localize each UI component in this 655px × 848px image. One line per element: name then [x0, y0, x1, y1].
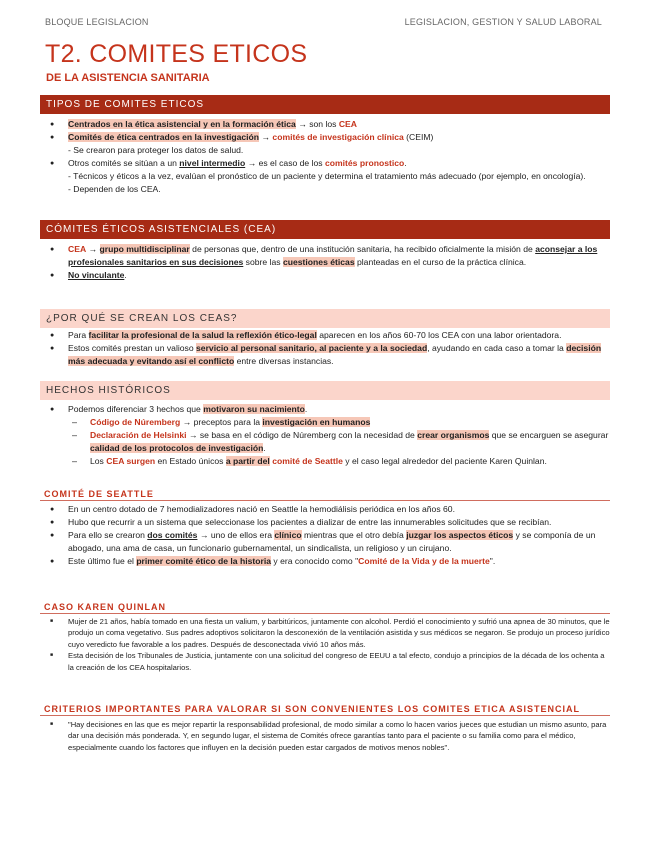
section-heading-hechos: HECHOS HISTÓRICOS: [40, 381, 610, 400]
text-span: a partir del: [225, 456, 270, 466]
text-span: en Estado únicos: [155, 456, 226, 466]
text-span: .: [263, 443, 266, 453]
text-span: aconsejar a los profesionales sanitarios en sus decisiones: [68, 244, 598, 267]
section-heading-cea: CÓMITES ÉTICOS ASISTENCIALES (CEA): [40, 220, 610, 239]
text-span: →: [86, 244, 100, 254]
list-item: [50, 503, 610, 516]
text-span: facilitar la profesional de la salud la reflexión ético-legal: [88, 330, 317, 340]
text-span: Estos comités prestan un valioso: [68, 343, 197, 353]
list-quinlan: [50, 616, 610, 673]
text-span: CEA surgen: [106, 456, 156, 466]
text-span: y el caso legal alrededor del paciente Karen Quinlan.: [342, 456, 547, 466]
text-span: Código de Núremberg: [90, 417, 181, 427]
list-tipos: [50, 118, 610, 196]
text-span: → son los: [295, 119, 339, 129]
text-span: decisión más adecuada y evitando así el conflicto: [68, 343, 602, 366]
text-span: motivaron su nacimiento: [203, 404, 305, 414]
section-heading-tipos: TIPOS DE COMITES ETICOS: [40, 95, 610, 114]
list-hechos: [50, 403, 610, 468]
text-span: Otros comités se sitúan a un: [68, 158, 180, 168]
text-span: entre diversas instancias.: [234, 356, 334, 366]
list-item: [50, 555, 610, 568]
text-span: , ayudando en cada caso a tomar la: [427, 343, 567, 353]
text-span: - Dependen de los CEA.: [68, 184, 161, 194]
text-span: - Se crearon para proteger los datos de salud.: [68, 145, 244, 155]
section-heading-criterios: CRITERIOS IMPORTANTES PARA VALORAR SI SON CONVENIENTES LOS COMITES ETICA ASISTENCIAL: [40, 702, 610, 716]
text-span: ".: [489, 556, 496, 566]
section-heading-quinlan: CASO KAREN QUINLAN: [40, 600, 610, 614]
text-span: crear organismos: [417, 430, 490, 440]
text-span: No vinculante: [68, 270, 125, 280]
text-span: - Técnicos y éticos a la vez, evalúan el pronóstico de un paciente y determina el tratamiento más adecuado (por ejemplo, en oncología).: [68, 171, 586, 181]
text-span: sobre las: [243, 257, 283, 267]
text-span: de personas que, dentro de una institución sanitaria, ha recibido oficialmente la misión de: [189, 244, 536, 254]
text-span: CEA: [338, 119, 357, 129]
text-span: Este último fue el: [68, 556, 137, 566]
text-span: comités pronostico: [324, 158, 405, 168]
list-item: [50, 719, 610, 753]
text-span: servicio al personal sanitario, al paciente y a la sociedad: [196, 343, 428, 353]
list-item: [50, 429, 610, 455]
text-span: → uno de ellos era: [197, 530, 275, 540]
list-item: [50, 416, 610, 429]
text-span: Esta decisión de los Tribunales de Justicia, juntamente con una solicitud del congreso de EEUU a tal efecto, condujo a principios de la década de los ochenta a la creación de los CEA hospitalarios.: [68, 651, 605, 672]
text-span: primer comité ético de la historia: [136, 556, 271, 566]
list-seattle: [50, 503, 610, 568]
text-span: juzgar los aspectos éticos: [406, 530, 514, 540]
text-span: CEA: [68, 244, 87, 254]
list-item: [50, 243, 610, 269]
list-item: [50, 650, 610, 673]
text-span: y se componía de un abogado, una ama de casa, un funcionario gubernamental, un sindicalista, un religioso y un cirujano.: [68, 530, 596, 553]
text-span: "Hay decisiones en las que es mejor repartir la responsabilidad profesional, de modo similar a como lo hacen varios jueces que estudian un mismo asunto, para dar una decisión más ponderada. Y, en segundo lugar, el sistema de Comités ofrece garantías tanto para el paciente o su familia como para el médico, especialmente cuando los factores que influyen en la decisión pueden estar cargados de motivos menos nobles".: [68, 720, 607, 752]
text-span: mientras que el otro debía: [301, 530, 407, 540]
text-span: (CEIM): [403, 132, 434, 142]
text-span: Los: [90, 456, 107, 466]
text-span: Centrados en la ética asistencial y en la formación ética: [68, 119, 296, 129]
text-span: planteadas en el curso de la práctica clínica.: [354, 257, 527, 267]
text-span: dos comités: [147, 530, 198, 540]
page-title: T2. COMITES ETICOS: [45, 40, 308, 68]
text-span: nivel intermedio: [179, 158, 246, 168]
list-item: [50, 516, 610, 529]
text-span: calidad de los protocolos de investigación: [90, 443, 264, 453]
text-span: investigación en humanos: [262, 417, 371, 427]
list-item: [50, 269, 610, 282]
text-span: comité de Seattle: [272, 456, 343, 466]
text-span: → es el caso de los: [245, 158, 325, 168]
list-item: [50, 118, 610, 131]
list-cea: [50, 243, 610, 282]
text-span: .: [404, 158, 407, 168]
list-item: [50, 529, 610, 555]
text-span: .: [304, 404, 308, 414]
section-heading-seattle: COMITÉ DE SEATTLE: [40, 487, 610, 501]
text-span: →: [259, 132, 273, 142]
text-span: Declaración de Helsinki: [90, 430, 187, 440]
list-item: [50, 329, 610, 342]
header-right: LEGISLACION, GESTION Y SALUD LABORAL: [404, 17, 602, 27]
text-span: Podemos diferenciar 3 hechos que: [68, 404, 204, 414]
text-span: y era conocido como ": [271, 556, 359, 566]
text-span: Mujer de 21 años, había tomado en una fiesta un valium, y barbitúricos, juntamente con alcohol. Perdió el conocimiento y sufrió una apnea de 30 minutos, que le produjo un coma vegetativo. Sus padres adoptivos solicitaron la desconexión de la ventilación asistida y sus médicos se negaron. Se produjo un proceso jurídico cuyo veredicto fue favorable a los padres. Después de desconectada vivió 10 años más.: [68, 617, 610, 649]
text-span: que se encarguen se asegurar: [489, 430, 609, 440]
text-span: aparecen en los años 60-70 los CEA con una labor orientadora.: [316, 330, 562, 340]
text-span: cuestiones éticas: [282, 257, 355, 267]
list-item: [50, 342, 610, 368]
text-span: Comités de ética centrados en la investigación: [68, 132, 260, 142]
section-heading-porque: ¿POR QUÉ SE CREAN LOS CEAS?: [40, 309, 610, 328]
text-span: clínico: [274, 530, 302, 540]
text-span: comités de investigación clínica: [272, 132, 404, 142]
text-span: Comité de la Vida y de la muerte: [358, 556, 490, 566]
header-left: BLOQUE LEGISLACION: [45, 17, 149, 27]
page-subtitle: DE LA ASISTENCIA SANITARIA: [46, 72, 210, 84]
text-span: → preceptos para la: [180, 417, 263, 427]
list-item: [50, 403, 610, 416]
list-item: [50, 616, 610, 650]
text-span: → se basa en el código de Núremberg con la necesidad de: [186, 430, 418, 440]
list-item: [50, 455, 610, 468]
list-item: [50, 157, 610, 196]
text-span: Para ello se crearon: [68, 530, 148, 540]
list-item: [50, 131, 610, 157]
text-span: En un centro dotado de 7 hemodializadores nació en Seattle la hemodiálisis periódica en los años 60.: [68, 504, 455, 514]
text-span: Para: [68, 330, 89, 340]
text-span: Hubo que recurrir a un sistema que seleccionase los pacientes a dializar de entre las innumerables solicitudes que se recibían.: [68, 517, 552, 527]
text-span: grupo multidisciplinar: [99, 244, 190, 254]
list-criterios: [50, 719, 610, 753]
text-span: .: [124, 270, 127, 280]
list-porque: [50, 329, 610, 368]
